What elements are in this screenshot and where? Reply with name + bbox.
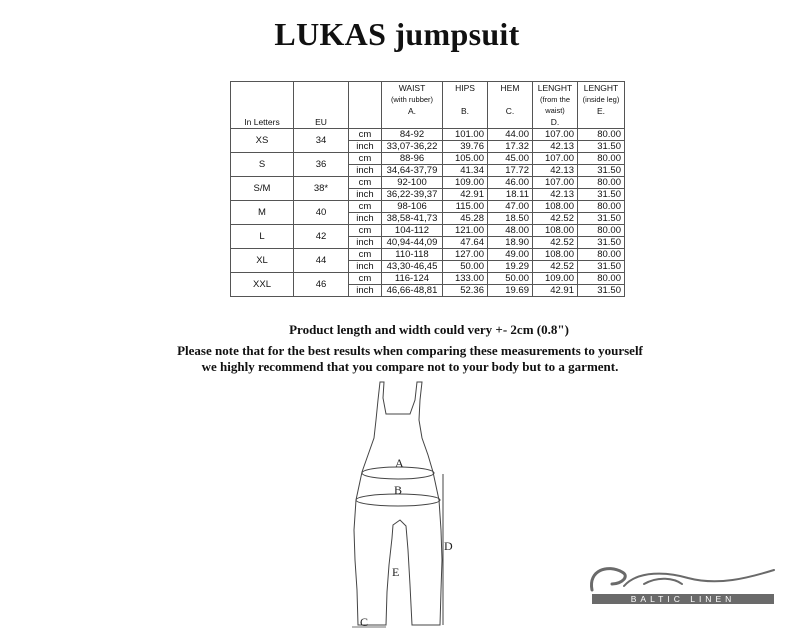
length-waist-cell: 108.00 — [533, 201, 578, 213]
waist-cell: 34,64-37,79 — [382, 165, 443, 177]
table-row — [231, 177, 625, 189]
hem-cell: 44.00 — [488, 129, 533, 141]
waist-cell: 84-92 — [382, 129, 443, 141]
header-waist — [382, 82, 443, 129]
hips-cell: 105.00 — [443, 153, 488, 165]
length-leg-cell: 31.50 — [578, 141, 625, 153]
hips-cell: 47.64 — [443, 237, 488, 249]
waist-cell: 104-112 — [382, 225, 443, 237]
header-length-waist — [533, 82, 578, 129]
hips-cell: 133.00 — [443, 273, 488, 285]
size-rows — [231, 129, 625, 297]
length-leg-cell: 80.00 — [578, 249, 625, 261]
hem-cell: 48.00 — [488, 225, 533, 237]
length-leg-cell: 31.50 — [578, 213, 625, 225]
compare-note-line1: Please note that for the best results when comparing these measurements to yourself — [177, 343, 643, 358]
waist-cell: 92-100 — [382, 177, 443, 189]
length-waist-cell: 107.00 — [533, 177, 578, 189]
unit-cell: cm — [349, 225, 382, 237]
waist-cell: 43,30-46,45 — [382, 261, 443, 273]
hem-cell: 46.00 — [488, 177, 533, 189]
header-unit — [349, 82, 382, 129]
waist-cell: 40,94-44,09 — [382, 237, 443, 249]
length-leg-cell: 31.50 — [578, 285, 625, 297]
length-leg-cell: 31.50 — [578, 165, 625, 177]
size-eu: 44 — [294, 249, 349, 273]
hem-cell: 18.50 — [488, 213, 533, 225]
unit-cell: cm — [349, 177, 382, 189]
table-row — [231, 153, 625, 165]
length-leg-cell: 31.50 — [578, 189, 625, 201]
length-waist-cell: 42.13 — [533, 141, 578, 153]
hips-cell: 121.00 — [443, 225, 488, 237]
header-hips-code: B. — [460, 106, 470, 116]
table-row — [231, 129, 625, 141]
unit-cell: cm — [349, 129, 382, 141]
waist-cell: 116-124 — [382, 273, 443, 285]
label-d: D — [444, 539, 453, 553]
waist-cell: 36,22-39,37 — [382, 189, 443, 201]
label-b: B — [394, 483, 403, 497]
header-length-waist-code: D. — [550, 117, 560, 127]
page-title: LUKAS jumpsuit — [274, 16, 520, 52]
size-chart-table — [230, 81, 625, 297]
hem-cell: 49.00 — [488, 249, 533, 261]
hips-cell: 127.00 — [443, 249, 488, 261]
hem-cell: 19.29 — [488, 261, 533, 273]
header-hem — [488, 82, 533, 129]
unit-cell: cm — [349, 273, 382, 285]
length-leg-cell: 80.00 — [578, 177, 625, 189]
length-waist-cell: 107.00 — [533, 129, 578, 141]
unit-cell: cm — [349, 249, 382, 261]
size-eu: 36 — [294, 153, 349, 177]
length-waist-cell: 109.00 — [533, 273, 578, 285]
unit-cell: inch — [349, 141, 382, 153]
garment-outline — [354, 382, 442, 625]
length-leg-cell: 31.50 — [578, 261, 625, 273]
unit-cell: cm — [349, 153, 382, 165]
hem-cell: 47.00 — [488, 201, 533, 213]
waist-cell: 98-106 — [382, 201, 443, 213]
size-letter: XS — [231, 129, 294, 153]
unit-cell: inch — [349, 285, 382, 297]
unit-cell: inch — [349, 237, 382, 249]
header-length-leg-code: E. — [596, 106, 606, 116]
length-waist-cell: 42.91 — [533, 285, 578, 297]
length-leg-cell: 80.00 — [578, 273, 625, 285]
compare-note-line2: we highly recommend that you compare not to your body but to a garment. — [201, 359, 619, 374]
hem-cell: 18.11 — [488, 189, 533, 201]
size-letter: XXL — [231, 273, 294, 297]
compare-note — [0, 343, 794, 375]
waist-cell: 33,07-36,22 — [382, 141, 443, 153]
logo-swoosh-3 — [644, 579, 682, 584]
length-leg-cell: 80.00 — [578, 129, 625, 141]
hips-cell: 42.91 — [443, 189, 488, 201]
waist-cell: 110-118 — [382, 249, 443, 261]
header-hips-title: HIPS — [455, 83, 475, 93]
hem-cell: 45.00 — [488, 153, 533, 165]
hem-cell: 18.90 — [488, 237, 533, 249]
size-letter: S — [231, 153, 294, 177]
hem-cell: 17.72 — [488, 165, 533, 177]
length-leg-cell: 80.00 — [578, 201, 625, 213]
hips-cell: 109.00 — [443, 177, 488, 189]
table-header-row — [231, 82, 625, 129]
table-row — [231, 273, 625, 285]
hem-cell: 19.69 — [488, 285, 533, 297]
size-letter: M — [231, 201, 294, 225]
header-length-waist-title: LENGHT — [537, 83, 573, 93]
hem-cell: 17.32 — [488, 141, 533, 153]
length-waist-cell: 42.52 — [533, 261, 578, 273]
header-eu: EU — [294, 82, 349, 129]
length-leg-cell: 80.00 — [578, 225, 625, 237]
unit-cell: cm — [349, 201, 382, 213]
length-waist-cell: 108.00 — [533, 225, 578, 237]
length-waist-cell: 42.13 — [533, 189, 578, 201]
unit-cell: inch — [349, 213, 382, 225]
header-length-leg — [578, 82, 625, 129]
size-eu: 40 — [294, 201, 349, 225]
header-in-letters: In Letters — [231, 82, 294, 129]
length-leg-cell: 80.00 — [578, 153, 625, 165]
header-hips — [443, 82, 488, 129]
hips-cell: 45.28 — [443, 213, 488, 225]
waist-cell: 88-96 — [382, 153, 443, 165]
header-waist-sub: (with rubber) — [390, 95, 434, 104]
logo-swoosh-1 — [591, 569, 625, 590]
length-waist-cell: 42.13 — [533, 165, 578, 177]
label-c: C — [360, 615, 369, 629]
size-letter: S/M — [231, 177, 294, 201]
hips-cell: 115.00 — [443, 201, 488, 213]
size-eu: 42 — [294, 225, 349, 249]
header-waist-code: A. — [407, 106, 417, 116]
waist-cell: 38,58-41,73 — [382, 213, 443, 225]
header-hem-title: HEM — [500, 83, 520, 93]
length-waist-cell: 108.00 — [533, 249, 578, 261]
header-length-leg-title: LENGHT — [583, 83, 619, 93]
length-waist-cell: 42.52 — [533, 213, 578, 225]
header-hem-code: C. — [505, 106, 515, 116]
header-length-leg-sub: (inside leg) — [582, 95, 620, 104]
tolerance-note: Product length and width could very +- 2cm (0.8") — [289, 322, 569, 337]
table-row — [231, 201, 625, 213]
length-waist-cell: 42.52 — [533, 237, 578, 249]
hips-cell: 101.00 — [443, 129, 488, 141]
length-leg-cell: 31.50 — [578, 237, 625, 249]
size-eu: 34 — [294, 129, 349, 153]
unit-cell: inch — [349, 165, 382, 177]
hips-cell: 39.76 — [443, 141, 488, 153]
label-a: A — [395, 456, 404, 470]
table-row — [231, 225, 625, 237]
size-letter: L — [231, 225, 294, 249]
length-waist-cell: 107.00 — [533, 153, 578, 165]
baltic-linen-logo — [578, 556, 778, 608]
unit-cell: inch — [349, 261, 382, 273]
hips-cell: 41.34 — [443, 165, 488, 177]
header-length-waist-sub: (from the waist) — [539, 95, 570, 115]
header-waist-title: WAIST — [398, 83, 426, 93]
hips-cell: 52.36 — [443, 285, 488, 297]
waist-cell: 46,66-48,81 — [382, 285, 443, 297]
hips-cell: 50.00 — [443, 261, 488, 273]
size-eu: 38* — [294, 177, 349, 201]
size-eu: 46 — [294, 273, 349, 297]
unit-cell: inch — [349, 189, 382, 201]
hem-cell: 50.00 — [488, 273, 533, 285]
logo-text: BALTIC LINEN — [630, 594, 736, 604]
label-e: E — [392, 565, 400, 579]
table-row — [231, 249, 625, 261]
jumpsuit-diagram — [340, 380, 490, 630]
size-letter: XL — [231, 249, 294, 273]
